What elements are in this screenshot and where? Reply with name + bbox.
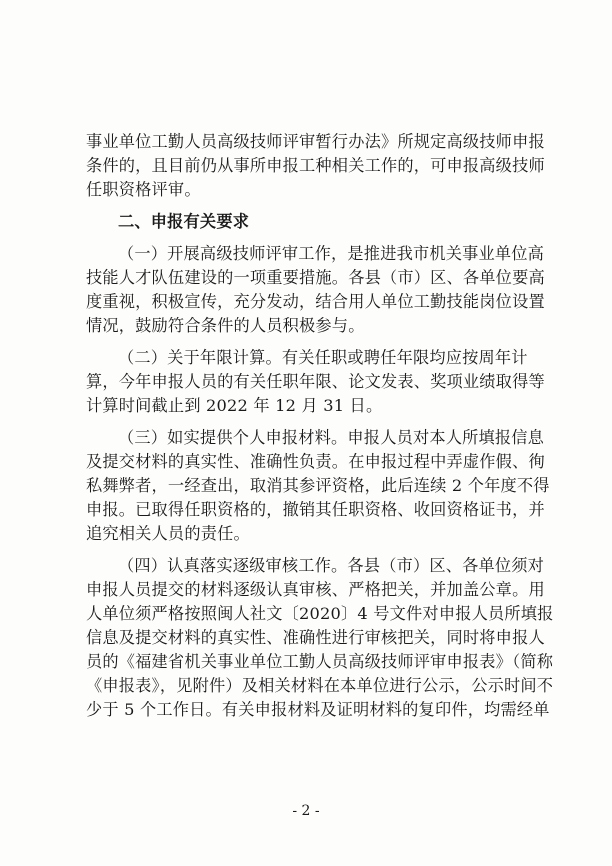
text-line: 员的《福建省机关事业单位工勤人员高级技师评审申报表》（简称 xyxy=(86,652,554,671)
text-line: （三）如实提供个人申报材料。申报人员对本人所填报信息 xyxy=(118,428,545,447)
text-line: 《申报表》，见附件）及相关材料在本单位进行公示，公示时间不 xyxy=(86,676,554,695)
text-line: （四）认真落实逐级审核工作。各县（市）区、各单位须对 xyxy=(118,556,545,575)
section-heading: 二、申报有关要求 xyxy=(118,212,250,231)
page-number: - 2 - xyxy=(292,803,320,819)
text-line: 私舞弊者，一经查出，取消其参评资格，此后连续 2 个年度不得 xyxy=(86,476,550,495)
text-line: 申报人员提交的材料逐级认真审核、严格把关，并加盖公章。用 xyxy=(86,580,545,599)
text-line: 少于 5 个工作日。有关申报材料及证明材料的复印件，均需经单 xyxy=(86,700,550,719)
text-line: 及提交材料的真实性、准确性负责。在申报过程中弄虚作假、徇 xyxy=(86,452,545,471)
text-line: 条件的，且目前仍从事所申报工种相关工作的，可申报高级技师 xyxy=(86,156,545,175)
text-line: 情况，鼓励符合条件的人员积极参与。 xyxy=(86,316,365,335)
text-line: 技能人才队伍建设的一项重要措施。各县（市）区、各单位要高 xyxy=(86,268,545,287)
text-line: 计算时间截止到 2022 年 12 月 31 日。 xyxy=(86,396,383,415)
text-line: 算，今年申报人员的有关任职年限、论文发表、奖项业绩取得等 xyxy=(86,372,545,391)
text-line: 人单位须严格按照闽人社文〔2020〕4 号文件对申报人员所填报 xyxy=(86,604,554,623)
text-line: （二）关于年限计算。有关任职或聘任年限均应按周年计 xyxy=(118,348,528,367)
text-line: 事业单位工勤人员高级技师评审暂行办法》所规定高级技师申报 xyxy=(86,132,545,151)
text-line: （一）开展高级技师评审工作，是推进我市机关事业单位高 xyxy=(118,244,545,263)
text-line: 度重视，积极宣传，充分发动，结合用人单位工勤技能岗位设置 xyxy=(86,292,545,311)
text-line: 信息及提交材料的真实性、准确性进行审核把关，同时将申报人 xyxy=(86,628,545,647)
document-body xyxy=(86,130,554,722)
text-line: 追究相关人员的责任。 xyxy=(86,524,250,543)
text-line: 任职资格评审。 xyxy=(86,180,201,199)
text-line: 申报。已取得任职资格的，撤销其任职资格、收回资格证书，并 xyxy=(86,500,545,519)
